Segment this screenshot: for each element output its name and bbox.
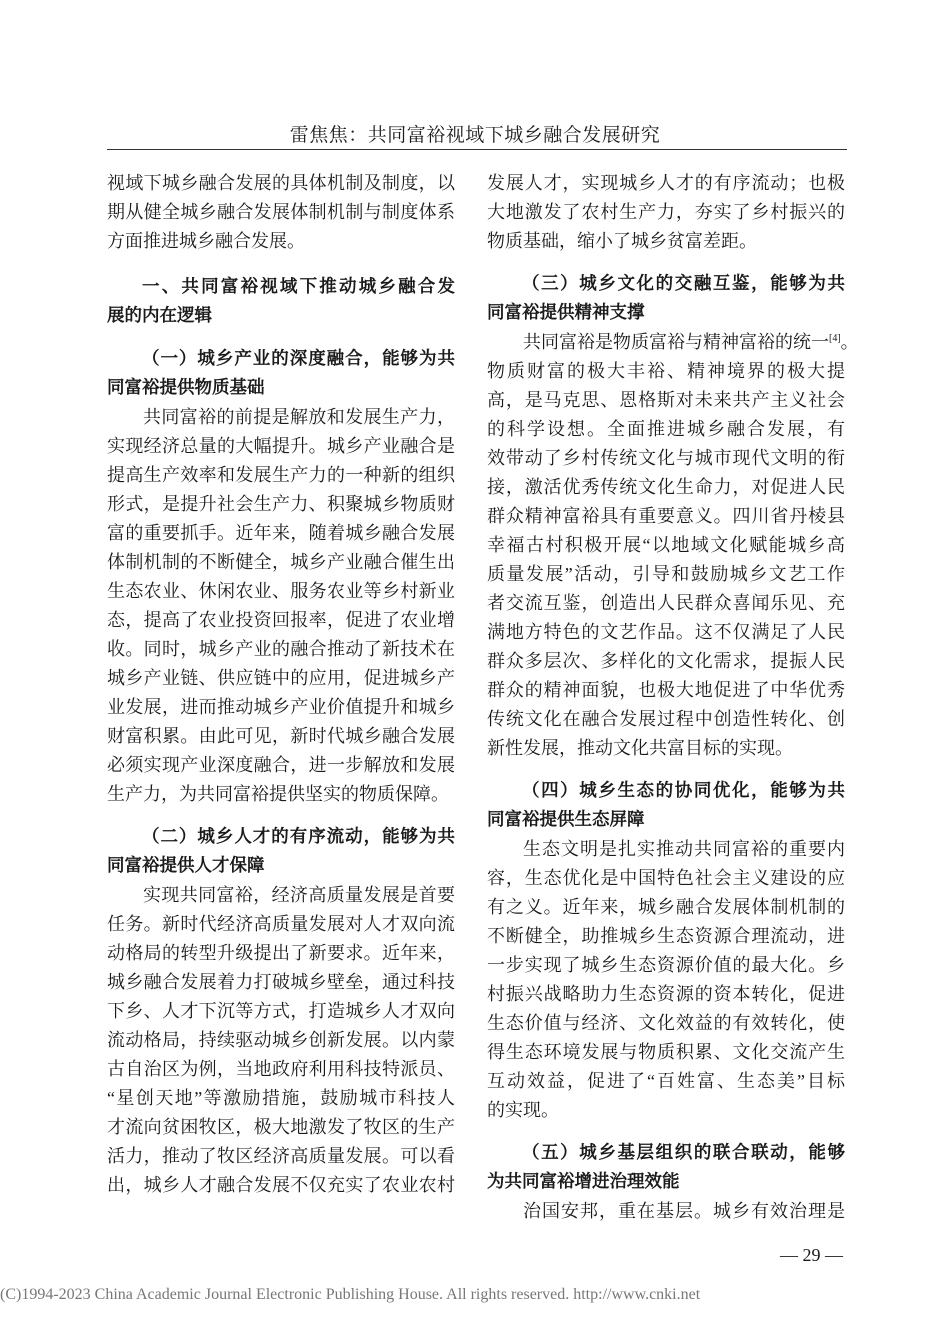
text-line [487,473,845,502]
text-line [487,864,845,893]
text-line [107,1142,455,1171]
text-line [487,1096,845,1125]
line-text: 的实现。 [487,1100,559,1120]
line-text: 生态农业、休闲农业、服务农业等乡村新业 [107,581,455,601]
paragraph [487,1197,845,1226]
text-line [107,852,455,881]
text-line [107,780,455,809]
citation-ref: [4] [829,333,841,344]
line-text: 一步实现了城乡生态资源价值的最大化。乡 [487,955,845,975]
text-line [107,968,455,997]
text-line [107,939,455,968]
text-line [107,1113,455,1142]
line-text: 新性发展，推动文化共富目标的实现。 [487,738,793,758]
paragraph [487,328,859,763]
text-line [487,922,845,951]
text-line [487,734,845,763]
text-line [107,548,455,577]
line-text: （四）城乡生态的协同优化，能够为共 [522,781,845,801]
text-line [487,227,845,256]
line-text: 容，生态优化是中国特色社会主义建设的应 [487,868,845,888]
section-heading [487,270,845,328]
paragraph [487,169,845,256]
section-heading [107,823,455,881]
line-text: 物质基础，缩小了城乡贫富差距。 [487,231,757,251]
text-line [107,664,455,693]
line-text: 物质财富的极大丰裕、精神境界的极大提 [487,361,845,381]
text-line [107,997,455,1026]
text-line [487,618,845,647]
text-line [107,1171,455,1200]
line-text: 展的内在逻辑 [107,306,212,326]
line-text: 的科学设想。全面推进城乡融合发展，有 [487,419,845,439]
text-line [487,1067,845,1096]
line-text: （一）城乡产业的深度融合，能够为共 [142,349,455,369]
line-text: 同富裕提供物质基础 [107,378,265,398]
copyright-footer: (C)1994-2023 China Academic Journal Electronic Publishing House. All rights reserved. http://www.cnki.net [0,1286,701,1303]
line-text: 活力，推动了牧区经济高质量发展。可以看 [107,1146,455,1166]
text-line [107,722,455,751]
line-text: 共同富裕的前提是解放和发展生产力， [143,407,455,427]
text-line [107,635,455,664]
text-line [487,1139,845,1168]
text-line [487,444,845,473]
line-text: 同富裕提供生态屏障 [487,810,645,830]
line-text: 才流向贫困牧区，极大地激发了牧区的生产 [107,1117,455,1137]
line-text: 为共同富裕增进治理效能 [487,1172,680,1192]
text-line [487,589,845,618]
line-text: 财富积累。由此可见，新时代城乡融合发展 [107,726,455,746]
text-line [107,345,455,374]
text-line [107,881,455,910]
line-text: 发展人才，实现城乡人才的有序流动；也极 [487,173,845,193]
text-line [487,951,845,980]
line-text: 效带动了乡村传统文化与城市现代文明的衔 [487,448,845,468]
text-line [487,270,845,299]
header-rule [107,149,847,150]
line-text: 同富裕提供人才保障 [107,856,265,876]
text-line [107,577,455,606]
line-text: 治国安邦，重在基层。城乡有效治理是 [523,1201,845,1221]
running-title: 雷焦焦：共同富裕视域下城乡融合发展研究 [289,125,661,146]
line-text: 有之义。近年来，城乡融合发展体制机制的 [487,897,845,917]
line-text: 实现经济总量的大幅提升。城乡产业融合是 [107,436,455,456]
text-line [487,560,845,589]
text-line [107,198,455,227]
page-number: — 29 — [780,1245,843,1265]
line-text: 互动效益，促进了“百姓富、生态美”目标 [487,1071,845,1091]
line-text: 形式，是提升社会生产力、积聚城乡物质财 [107,494,455,514]
text-line [487,1197,845,1226]
text-line [107,227,455,256]
text-line [487,386,845,415]
text-line [107,169,455,198]
text-line [107,910,455,939]
line-text: 城乡融合发展着力打破城乡壁垒，通过科技 [107,972,455,992]
line-text: 必须实现产业深度融合，进一步解放和发展 [107,755,455,775]
line-text: 古自治区为例，当地政府利用科技特派员、 [107,1059,455,1079]
line-text: 生态价值与经济、文化效益的有效转化，使 [487,1013,845,1033]
text-line [487,357,845,386]
text-line [487,1168,845,1197]
text-line [487,415,845,444]
line-text: 动格局的转型升级提出了新要求。近年来， [107,943,455,963]
text-line [487,299,845,328]
line-text: 一、共同富裕视域下推动城乡融合发 [142,277,455,297]
text-line [107,490,455,519]
text-line [107,519,455,548]
line-text: 群众精神富裕具有重要意义。四川省丹棱县 [487,506,845,526]
section-heading [107,345,455,403]
text-line [107,403,455,432]
paragraph [107,169,455,256]
text-line [487,835,845,864]
text-line [487,893,845,922]
text-line [487,502,845,531]
text-line [107,606,455,635]
text-line [487,980,845,1009]
text-line [487,531,845,560]
paragraph [107,403,455,809]
line-text: 实现共同富裕，经济高质量发展是首要 [143,885,455,905]
line-text: 富的重要抓手。近年来，随着城乡融合发展 [107,523,455,543]
line-text: 群众的精神面貌，也极大地促进了中华优秀 [487,680,845,700]
text-line [107,302,455,331]
line-text: 城乡产业链、供应链中的应用，促进城乡产 [107,668,455,688]
line-text: 收。同时，城乡产业的融合推动了新技术在 [107,639,455,659]
line-text: （三）城乡文化的交融互鉴，能够为共 [522,274,845,294]
text-line [107,823,455,852]
text-line [487,169,845,198]
text-line [107,1055,455,1084]
text-line [107,374,455,403]
text-line [487,1038,845,1067]
line-text: 得生态环境发展与物质积累、文化交流产生 [487,1042,845,1062]
line-text: 大地激发了农村生产力，夯实了乡村振兴的 [487,202,845,222]
line-text: 满地方特色的文艺作品。这不仅满足了人民 [487,622,845,642]
line-text: 任务。新时代经济高质量发展对人才双向流 [107,914,455,934]
line-text: 高，是马克思、恩格斯对未来共产主义社会 [487,390,845,410]
paragraph [107,881,455,1200]
left-column [107,169,455,1200]
line-text: 体制机制的不断健全，城乡产业融合催生出 [107,552,455,572]
line-text: 接，激活优秀传统文化生命力，对促进人民 [487,477,845,497]
paragraph [487,835,845,1125]
text-line [107,751,455,780]
section-heading [487,777,845,835]
text-line [487,198,845,227]
text-line [487,777,845,806]
line-text: 视域下城乡融合发展的具体机制及制度，以 [107,173,455,193]
line-text: 生产力，为共同富裕提供坚实的物质保障。 [107,784,449,804]
line-text: 群众多层次、多样化的文化需求，提振人民 [487,651,845,671]
line-text: （五）城乡基层组织的联合联动，能够 [522,1143,845,1163]
line-text: 期从健全城乡融合发展体制机制与制度体系 [107,202,455,222]
text-line [107,273,455,302]
line-text: 下乡、人才下沉等方式，打造城乡人才双向 [107,1001,455,1021]
line-text: 者交流互鉴，创造出人民群众喜闻乐见、充 [487,593,845,613]
line-text: “星创天地”等激励措施，鼓励城市科技人 [107,1088,455,1108]
line-text: 传统文化在融合发展过程中创造性转化、创 [487,709,845,729]
line-text: 生态文明是扎实推动共同富裕的重要内 [523,839,845,859]
line-text: 同富裕提供精神支撑 [487,303,645,323]
text-line: 共同富裕是物质富裕与精神富裕的统一[4]。 [523,332,859,352]
text-line [487,1009,845,1038]
line-text: 态，提高了农业投资回报率，促进了农业增 [107,610,455,630]
line-text: 流动格局，持续驱动城乡创新发展。以内蒙 [107,1030,455,1050]
line-text: 方面推进城乡融合发展。 [107,231,305,251]
text-line [107,432,455,461]
line-text: 质量发展”活动，引导和鼓励城乡文艺工作 [487,564,845,584]
text-line [487,676,845,705]
text-line [107,1084,455,1113]
line-text: （二）城乡人才的有序流动，能够为共 [142,827,455,847]
line-text: 不断健全，助推城乡生态资源合理流动，进 [487,926,845,946]
section-heading [487,1139,845,1197]
text-line [487,806,845,835]
text-line [107,693,455,722]
text-line [107,1026,455,1055]
line-text: 村振兴战略助力生态资源的资本转化，促进 [487,984,845,1004]
line-text: 提高生产效率和发展生产力的一种新的组织 [107,465,455,485]
line-text: 幸福古村积极开展“以地域文化赋能城乡高 [487,535,845,555]
text-line [487,647,845,676]
line-text: 共同富裕是物质富裕与精神富裕的统一 [523,332,829,352]
right-column [487,169,859,1226]
line-text: 业发展，进而推动城乡产业价值提升和城乡 [107,697,455,717]
section-heading [107,273,455,331]
text-line [107,461,455,490]
line-text: 出，城乡人才融合发展不仅充实了农业农村 [107,1175,455,1195]
text-line [487,705,845,734]
